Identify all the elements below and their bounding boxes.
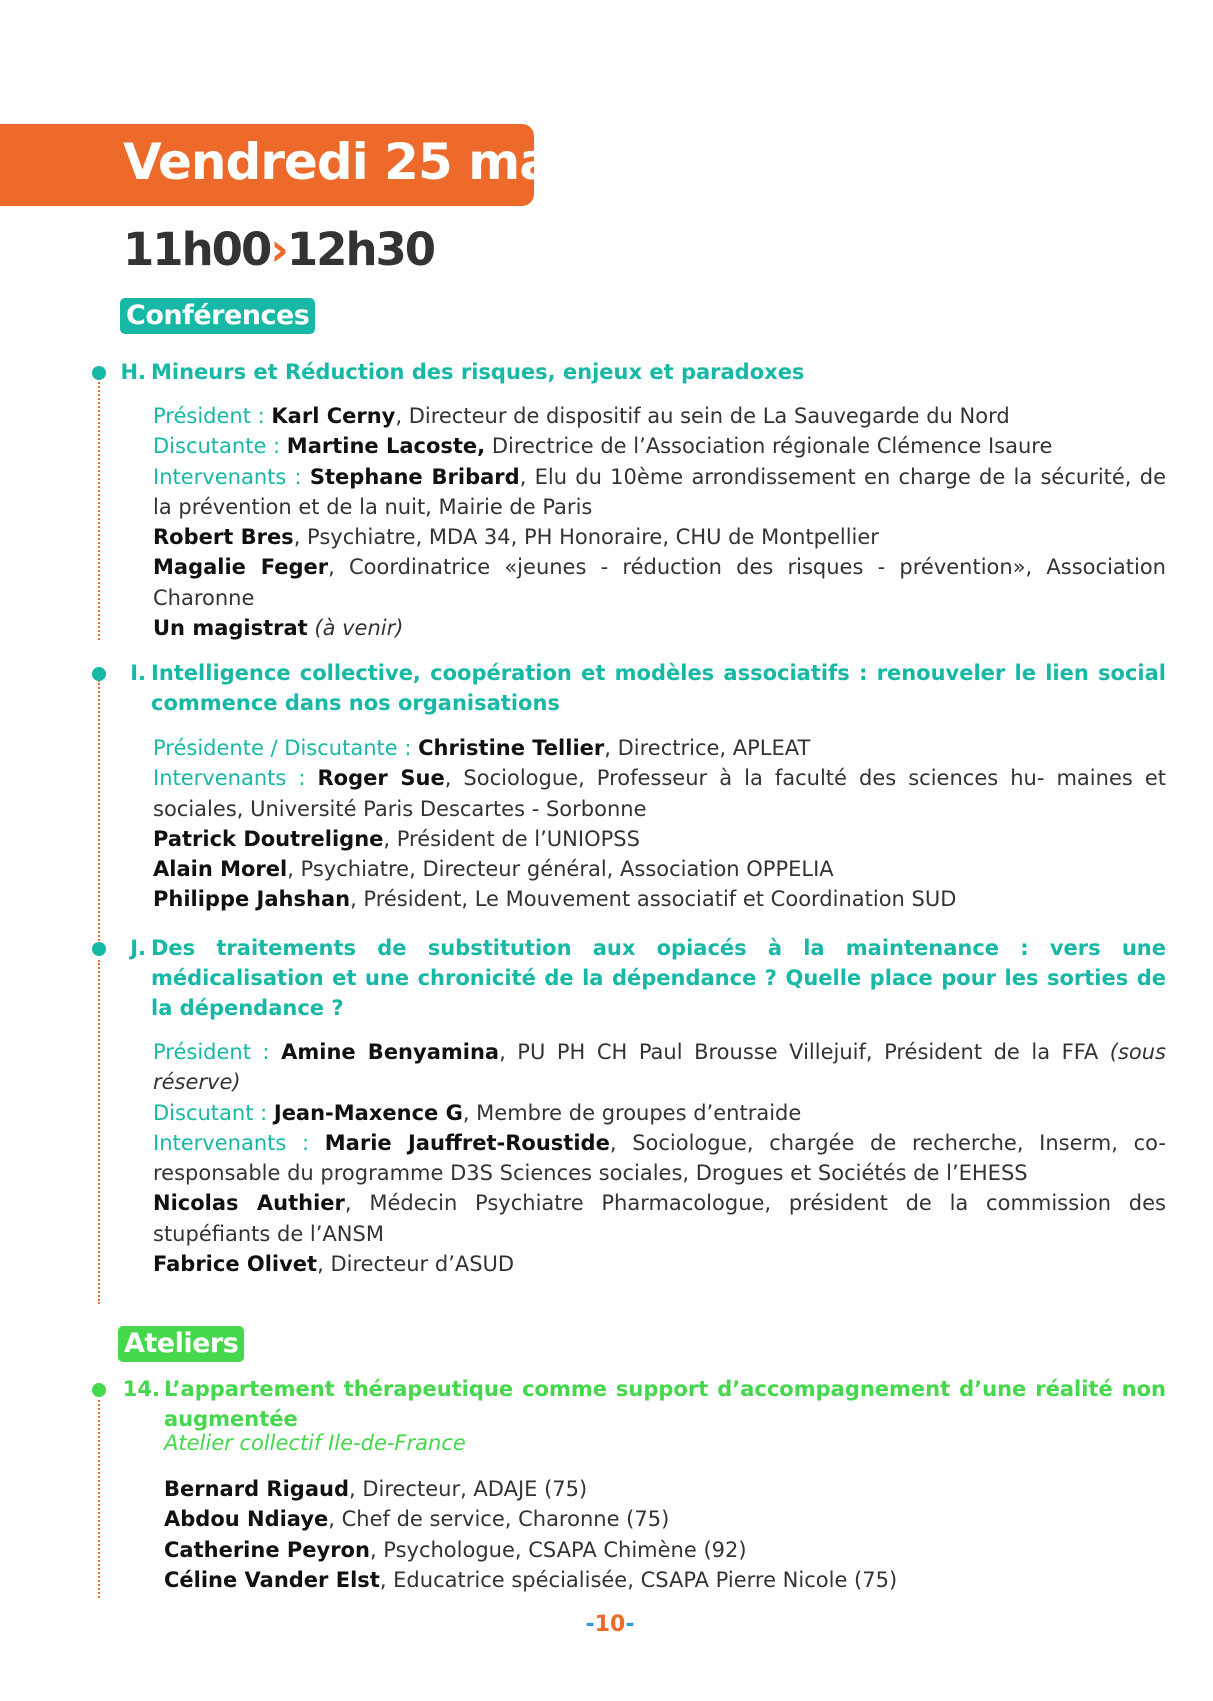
participant-name: Marie Jauffret-Roustide xyxy=(324,1130,610,1155)
participant-line xyxy=(153,1098,1166,1128)
participant-desc: , Directeur, ADAJE (75) xyxy=(348,1477,588,1501)
role-label: Intervenants : xyxy=(153,1130,325,1155)
time-start: 11h00 xyxy=(123,223,271,276)
participant-desc: , Médecin Psychiatre Pharmacologue, président de la commission des stupéfiants de l’ANSM xyxy=(153,1191,1167,1246)
participant-desc: , Educatrice spécialisée, CSAPA Pierre Nicole (75) xyxy=(379,1567,898,1592)
participant-desc: , Psychiatre, MDA 34, PH Honoraire, CHU de Montpellier xyxy=(293,525,879,550)
timeline-connector xyxy=(98,1400,100,1598)
participant-line xyxy=(153,1249,1166,1279)
bullet-dot-icon xyxy=(92,1383,106,1397)
participant-desc: , Président de l’UNIOPSS xyxy=(383,826,640,851)
participant-line xyxy=(164,1535,1166,1565)
participant-line xyxy=(153,462,1166,523)
participant-note: (à venir) xyxy=(307,616,404,641)
role-label: Intervenants : xyxy=(153,464,310,489)
page-number xyxy=(560,1612,660,1637)
participant-name: Alain Morel xyxy=(153,857,288,882)
participant-name: Martine Lacoste, xyxy=(286,434,486,459)
participant-line xyxy=(153,1188,1166,1249)
timeline-connector xyxy=(98,680,100,948)
participant-name: Magalie Feger xyxy=(153,555,329,580)
participant-name: Karl Cerny xyxy=(271,404,396,428)
day-title: Vendredi 25 mai xyxy=(123,133,569,191)
category-badge-ateliers: Ateliers xyxy=(118,1326,244,1362)
participant-name: Stephane Bribard xyxy=(309,464,520,489)
session-title: Mineurs et Réduction des risques, enjeux et paradoxes xyxy=(151,360,805,384)
participant-desc: , Psychiatre, Directeur général, Association OPPELIA xyxy=(287,857,834,882)
participant-desc: , Directeur d’ASUD xyxy=(317,1252,515,1277)
role-label: Présidente / Discutante : xyxy=(153,736,419,760)
participant-desc: , Psychologue, CSAPA Chimène (92) xyxy=(369,1537,747,1562)
participant-desc: , PU PH CH Paul Brousse Villejuif, Président de la FFA xyxy=(499,1040,1099,1064)
participant-desc: , Chef de service, Charonne (75) xyxy=(328,1507,670,1532)
participant-name: Patrick Doutreligne xyxy=(153,826,384,851)
participant-name: Jean-Maxence G xyxy=(273,1100,463,1125)
page-dash-left: - xyxy=(585,1612,595,1637)
participant-desc: , Coordinatrice «jeunes - réduction des risques - prévention», Association Charonne xyxy=(153,555,1166,610)
participant-name: Christine Tellier xyxy=(418,736,605,760)
session-code: H. xyxy=(120,360,146,384)
participant-desc: , Directeur de dispositif au sein de La Sauvegarde du Nord xyxy=(395,404,1010,428)
participant-name: Philippe Jahshan xyxy=(153,887,351,912)
participant-desc: , Membre de groupes d’entraide xyxy=(462,1100,802,1125)
participant-line xyxy=(153,401,1166,431)
participant-line xyxy=(153,1128,1166,1189)
time-end: 12h30 xyxy=(286,223,435,276)
participant-name: Roger Sue xyxy=(317,766,445,791)
page-dash-right: - xyxy=(625,1612,635,1637)
timeline-connector xyxy=(98,960,100,1304)
atelier-title: L’appartement thérapeutique comme support d’accompagnement d’une réalité non augmentée xyxy=(164,1377,1166,1431)
participant-name: Fabrice Olivet xyxy=(153,1252,318,1277)
participant-name: Bernard Rigaud xyxy=(164,1477,349,1501)
participant-line xyxy=(153,552,1166,613)
participant-line xyxy=(153,854,1166,884)
participant-name: Nicolas Authier xyxy=(153,1191,345,1216)
role-label: Président : xyxy=(153,1040,282,1064)
page-number-value: 10 xyxy=(594,1612,626,1637)
participant-note: (sous réserve) xyxy=(153,1040,1166,1095)
participant-line xyxy=(153,522,1166,552)
participant-desc: , Président, Le Mouvement associatif et Coordination SUD xyxy=(350,887,957,912)
role-label: Discutant : xyxy=(153,1100,274,1125)
participant-line xyxy=(153,733,1166,763)
participant-desc: , Sociologue, chargée de recherche, Inserm, co-responsable du programme D3S Sciences sociales, Drogues et Sociétés de l’EHESS xyxy=(153,1130,1166,1186)
participant-name: Robert Bres xyxy=(153,525,294,550)
session-participants xyxy=(153,1037,1166,1279)
participant-line xyxy=(153,1037,1166,1098)
participant-line xyxy=(164,1474,1166,1504)
participant-desc: , Directrice, APLEAT xyxy=(604,736,811,760)
participant-desc: , Sociologue, Professeur à la faculté des sciences hu- maines et sociales, Université Paris Descartes - Sorbonne xyxy=(153,766,1167,821)
atelier-organizer: Atelier collectif Ile-de-France xyxy=(164,1431,466,1455)
role-label: Intervenants : xyxy=(153,766,318,791)
role-label: Président : xyxy=(153,404,272,428)
participant-name: Céline Vander Elst xyxy=(164,1567,380,1592)
role-label: Discutante : xyxy=(153,434,287,459)
participant-line xyxy=(164,1565,1166,1595)
session-participants xyxy=(153,733,1166,915)
session-participants xyxy=(153,401,1166,643)
participant-name: Un magistrat xyxy=(153,616,308,641)
session-code: J. xyxy=(130,936,146,960)
participant-line xyxy=(153,431,1166,461)
time-range xyxy=(123,223,434,277)
participant-line xyxy=(153,613,1166,643)
participant-name: Amine Benyamina xyxy=(281,1040,500,1064)
participant-name: Catherine Peyron xyxy=(164,1537,370,1562)
bullet-dot-icon xyxy=(92,667,106,681)
bullet-dot-icon xyxy=(92,942,106,956)
participant-line xyxy=(153,824,1166,854)
participant-desc: Directrice de l’Association régionale Clémence Isaure xyxy=(485,434,1053,459)
participant-line xyxy=(153,763,1166,824)
participant-line xyxy=(164,1504,1166,1534)
bullet-dot-icon xyxy=(92,366,106,380)
participant-desc: , Elu du 10ème arrondissement en charge de la sécurité, de la prévention et de la nuit, Mairie de Paris xyxy=(153,464,1166,519)
session-title: Des traitements de substitution aux opiacés à la maintenance : vers une médicalisation et une chronicité de la dépendance ? Quelle place pour les sorties de la dépendance ? xyxy=(151,936,1166,1020)
session-code: I. xyxy=(130,661,146,685)
atelier-code: 14. xyxy=(122,1377,160,1401)
participant-line xyxy=(153,884,1166,914)
time-arrow-icon: › xyxy=(270,223,287,276)
session-title: Intelligence collective, coopération et modèles associatifs : renouveler le lien social commence dans nos organisations xyxy=(151,661,1166,715)
category-badge-conferences: Conférences xyxy=(120,298,315,334)
timeline-connector xyxy=(98,378,100,640)
atelier-participants xyxy=(164,1474,1166,1595)
participant-name: Abdou Ndiaye xyxy=(164,1507,329,1532)
